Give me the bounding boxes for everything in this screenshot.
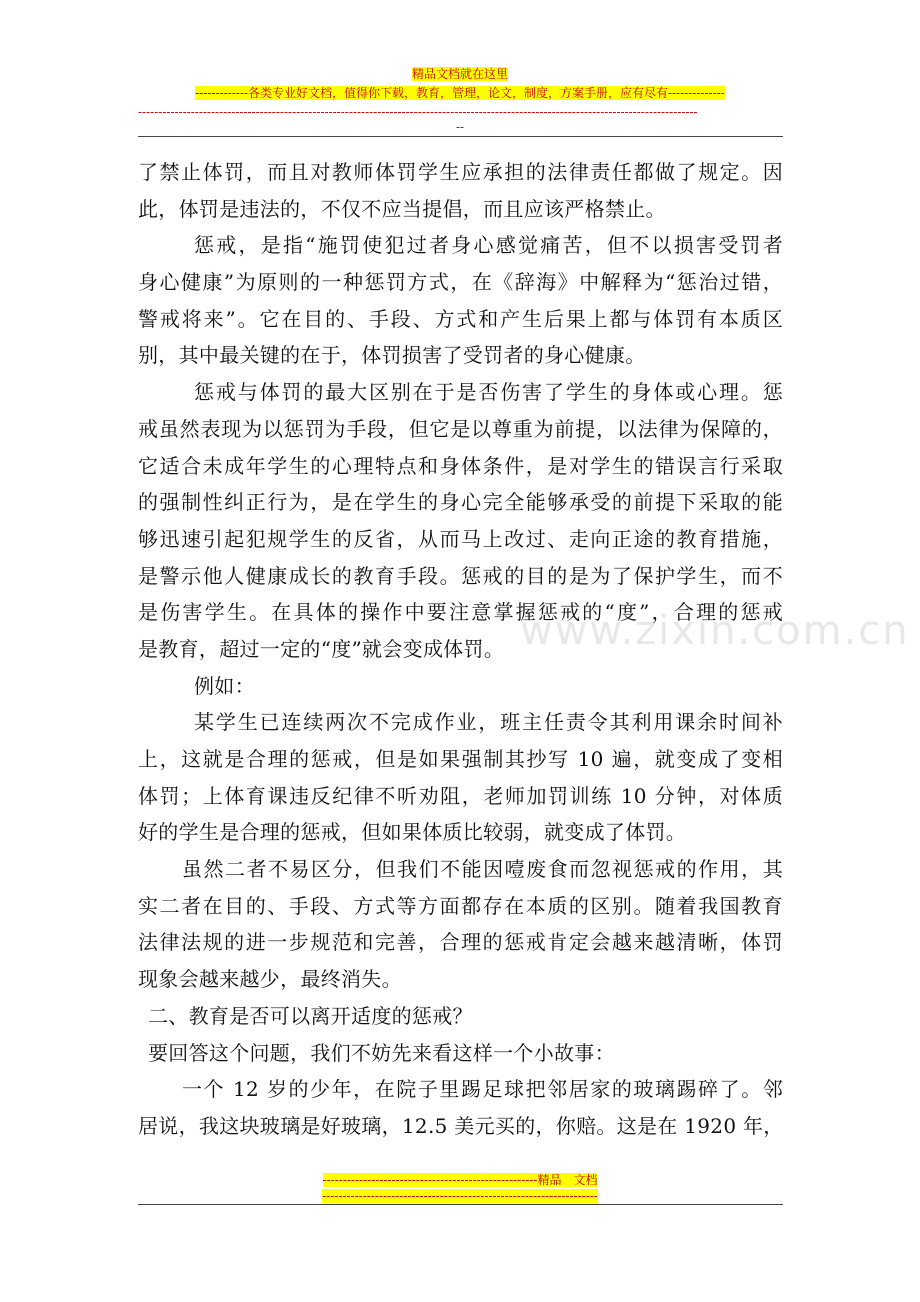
text-line: 戒虽然表现为以惩罚为手段，但它是以尊重为前提，以法律为保障的， xyxy=(138,416,783,441)
text-line: 此，体罚是违法的，不仅不应当提倡，而且应该严格禁止。 xyxy=(138,196,666,221)
text-line: 体罚；上体育课违反纪律不听劝阻，老师加罚训练 10 分钟，对体质 xyxy=(138,783,783,808)
text-line: 是警示他人健康成长的教育手段。惩戒的目的是为了保护学生，而不 xyxy=(138,563,783,588)
text-line: 是教育，超过一定的“度”就会变成体罚。 xyxy=(138,636,505,661)
watermark: www.zixin.com.cn xyxy=(520,608,910,654)
text-line: 警戒将来”。它在目的、手段、方式和产生后果上都与体罚有本质区 xyxy=(138,306,783,331)
text-line: 身心健康”为原则的一种惩罚方式，在《辞海》中解释为“惩治过错， xyxy=(138,270,783,295)
section-heading: 二、教育是否可以离开适度的惩戒？ xyxy=(148,1003,473,1028)
text-line: 惩戒，是指“施罚使犯过者身心感觉痛苦，但不以损害受罚者 xyxy=(194,233,783,258)
text-line: 实二者在目的、手段、方式等方面都存在本质的区别。随着我国教育 xyxy=(138,893,783,918)
text-line: 虽然二者不易区分，但我们不能因噎废食而忽视惩戒的作用，其 xyxy=(182,857,783,882)
text-line: 某学生已连续两次不完成作业，班主任责令其利用课余时间补 xyxy=(194,710,783,735)
document-body xyxy=(138,154,783,1145)
text-line: 一个 12 岁的少年，在院子里踢足球把邻居家的玻璃踢碎了。邻 xyxy=(182,1077,783,1102)
text-line: 它适合未成年学生的心理特点和身体条件，是对学生的错误言行采取 xyxy=(138,453,783,478)
footer-dashes: -------------------------------------------------------------------- xyxy=(322,1189,598,1203)
footer-rule xyxy=(138,1204,783,1205)
footer-label: -----------------------------------------------------精品 文档 xyxy=(322,1173,598,1187)
text-line: 是伤害学生。在具体的操作中要注意掌握惩戒的“度”，合理的惩戒 xyxy=(138,600,783,625)
text-line: 惩戒与体罚的最大区别在于是否伤害了学生的身体或心理。惩 xyxy=(194,380,783,405)
text-line: 现象会越来越少，最终消失。 xyxy=(138,967,402,992)
text-line: 别，其中最关键的在于，体罚损害了受罚者的身心健康。 xyxy=(138,343,646,368)
header-dash-end: -- xyxy=(455,120,465,134)
header-title: 精品文档就在这里 xyxy=(411,67,508,81)
text-line: 上，这就是合理的惩戒，但是如果强制其抄写 10 遍，就变成了变相 xyxy=(138,747,783,771)
header-subtitle: -------------各类专业好文档，值得你下载，教育，管理，论文，制度，方案手册，应有尽有-------------- xyxy=(195,86,725,100)
header-rule xyxy=(138,136,783,137)
text-line: 例如： xyxy=(194,673,255,698)
text-line: 够迅速引起犯规学生的反省，从而马上改过、走向正途的教育措施， xyxy=(138,526,783,551)
text-line: 居说，我这块玻璃是好玻璃，12.5 美元买的，你赔。这是在 1920 年， xyxy=(138,1113,784,1138)
text-line: 的强制性纠正行为，是在学生的身心完全能够承受的前提下采取的能 xyxy=(138,490,783,515)
text-line: 要回答这个问题，我们不妨先来看这样一个小故事： xyxy=(148,1040,615,1065)
text-line: 了禁止体罚，而且对教师体罚学生应承担的法律责任都做了规定。因 xyxy=(138,160,783,184)
text-line: 好的学生是合理的惩戒，但如果体质比较弱，就变成了体罚。 xyxy=(138,820,687,845)
text-line: 法律法规的进一步规范和完善，合理的惩戒肯定会越来越清晰，体罚 xyxy=(138,930,783,955)
header-dash-line: ------------------------------------------------------------------------------------------------------------------------------------------ xyxy=(138,106,698,118)
